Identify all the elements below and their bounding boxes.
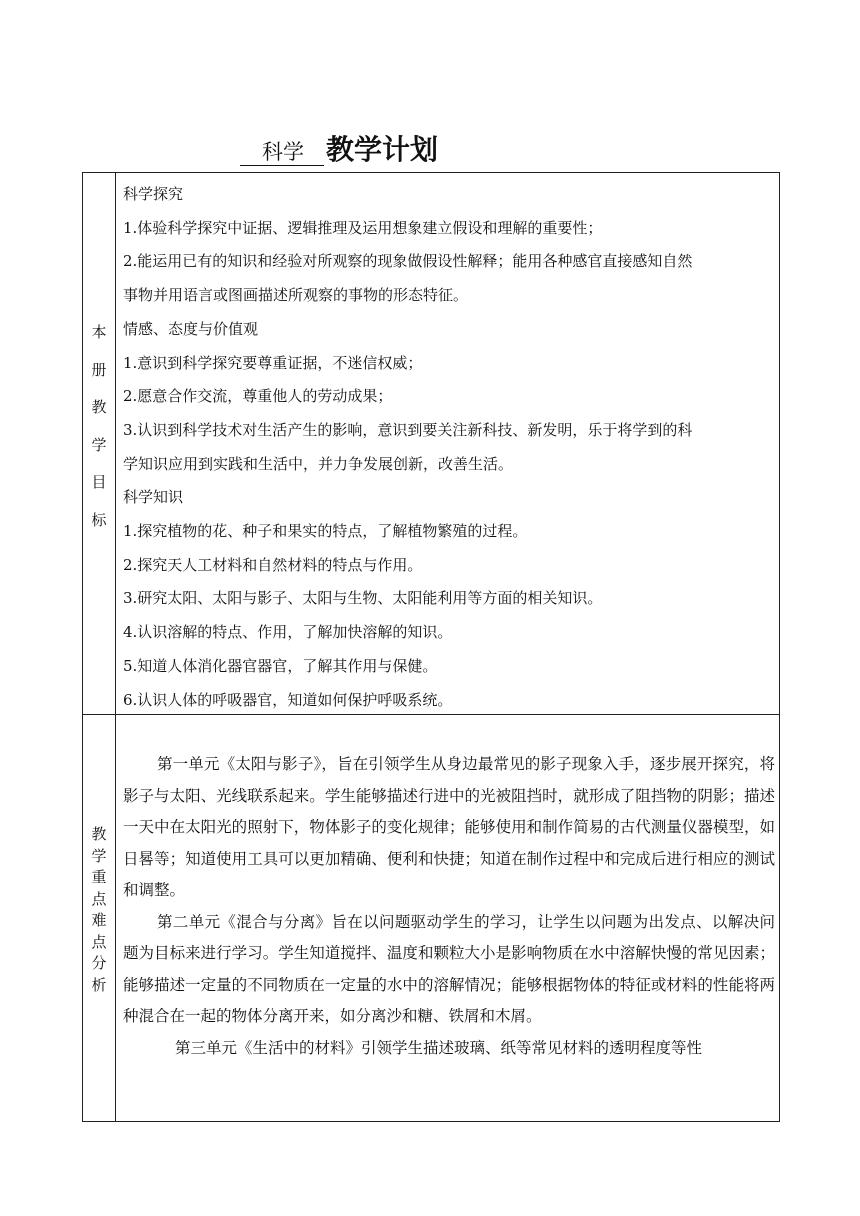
teaching-goals-label <box>83 314 115 540</box>
label-char: 重 <box>91 868 107 886</box>
teaching-goals-content <box>123 178 773 717</box>
key-difficulties-content <box>123 749 775 1064</box>
unit-paragraph: 第二单元《混合与分离》旨在以问题驱动学生的学习，让学生以问题为出发点、以解决问题为目标来进行学习。学生知道搅拌、温度和颗粒大小是影响物质在水中溶解快慢的常见因素；能够描述一定量的不同物质在一定量的水中的溶解情况；能够根据物体的特征或材料的性能将两种混合在一起的物体分离开来，如分离沙和糖、铁屑和木屑。 <box>123 912 775 1025</box>
goal-line: 2.愿意合作交流，尊重他人的劳动成果； <box>123 387 393 406</box>
label-char: 教 <box>91 398 107 417</box>
label-char: 标 <box>91 510 107 529</box>
label-char: 难 <box>91 911 107 929</box>
unit-paragraph: 第三单元《生活中的材料》引领学生描述玻璃、纸等常见材料的透明程度等性 <box>175 1038 703 1057</box>
goal-line: 3.研究太阳、太阳与影子、太阳与生物、太阳能利用等方面的相关知识。 <box>123 589 603 608</box>
key-difficulties-label <box>83 824 115 996</box>
document-title <box>240 134 438 168</box>
label-char: 本 <box>91 323 107 341</box>
goal-line: 事物并用语言或图画描述所观察的事物的形态特征。 <box>123 286 469 305</box>
subject-name: 科学 <box>240 139 324 166</box>
label-char: 点 <box>91 889 107 908</box>
goal-line: 4.认识溶解的特点、作用，了解加快溶解的知识。 <box>123 623 453 642</box>
section-heading: 科学探究 <box>123 185 184 203</box>
plan-title: 教学计划 <box>326 133 439 166</box>
column-divider <box>115 172 116 1122</box>
goal-line: 1.探究植物的花、种子和果实的特点，了解植物繁殖的过程。 <box>123 522 528 541</box>
unit-paragraph: 第一单元《太阳与影子》，旨在引领学生从身边最常见的影子现象入手，逐步展开探究，将影子与太阳、光线联系起来。学生能够描述行进中的光被阻挡时，就形成了阻挡物的阴影；描述一天中在太阳光的照射下，物体影子的变化规律；能够使用和制作简易的古代测量仪器模型，如日晷等；知道使用工具可以更加精确、便利和快捷；知道在制作过程中和完成后进行相应的测试和调整。 <box>123 755 775 899</box>
label-char: 学 <box>91 435 107 454</box>
goal-line: 学知识应用到实践和生活中，并力争发展创新，改善生活。 <box>123 454 514 473</box>
section-heading: 科学知识 <box>123 488 184 507</box>
label-char: 析 <box>91 975 107 994</box>
label-char: 教 <box>91 825 107 843</box>
goal-line: 6.认识人体的呼吸器官，知道如何保护呼吸系统。 <box>123 690 453 709</box>
label-char: 学 <box>91 846 107 865</box>
label-char: 分 <box>91 954 107 972</box>
label-char: 目 <box>91 473 107 492</box>
label-char: 册 <box>91 360 107 379</box>
goal-line: 3.认识到科学技术对生活产生的影响，意识到要关注新科技、新发明，乐于将学到的科 <box>123 420 693 439</box>
label-char: 点 <box>91 932 107 951</box>
goal-line: 5.知道人体消化器官器官，了解其作用与保健。 <box>123 656 438 675</box>
goal-line: 2.探究天人工材料和自然材料的特点与作用。 <box>123 555 423 574</box>
goal-line: 2.能运用已有的知识和经验对所观察的现象做假设性解释；能用各种感官直接感知自然 <box>123 252 693 271</box>
goal-line: 1.体验科学探究中证据、逻辑推理及运用想象建立假设和理解的重要性； <box>123 218 603 237</box>
section-heading: 情感、态度与价值观 <box>123 319 259 338</box>
goal-line: 1.意识到科学探究要尊重证据，不迷信权威； <box>123 353 423 372</box>
